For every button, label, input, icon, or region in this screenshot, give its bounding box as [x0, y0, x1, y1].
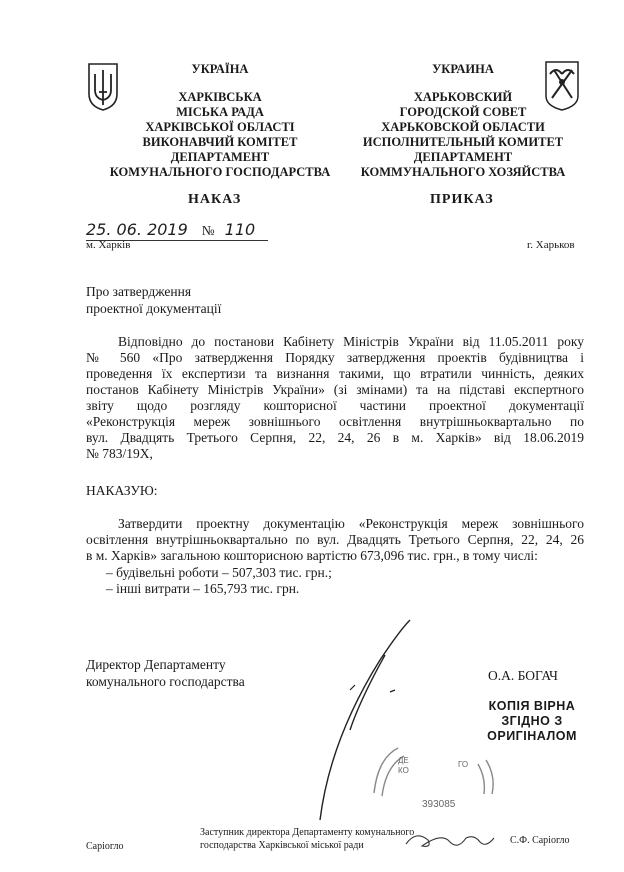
number-label: № [201, 223, 215, 238]
order-title-ua: НАКАЗ [188, 192, 242, 207]
deputy-signature [402, 826, 498, 854]
city-ru: г. Харьков [527, 239, 575, 251]
deputy-position-line: Заступник директора Департаменту комунального [200, 827, 415, 838]
preamble-line: № 560 «Про затвердження Порядку затвердження проектів будівництва і [86, 350, 584, 365]
deputy-position [200, 826, 414, 852]
preamble-line: постанов Кабінету Міністрів України» (зі змінами) та на підставі експертного [86, 382, 584, 397]
decision [86, 516, 584, 564]
order-date: 25. 06. 2019 [86, 220, 188, 239]
header-right-line: КОММУНАЛЬНОГО ХОЗЯЙСТВА [360, 165, 566, 179]
subject [86, 283, 221, 317]
subject-line: проектної документації [86, 301, 222, 316]
preamble-line: Відповідно до постанови Кабінету Міністрів України від 11.05.2011 року [118, 334, 584, 349]
seal-fragment-text-right: ГО [458, 760, 469, 769]
seal-fragment-line: КО [398, 766, 409, 775]
preamble-line: звіту щодо розгляду кошторисної частини проектної документації [86, 398, 584, 413]
deputy-name: С.Ф. Саріогло [510, 835, 570, 846]
subject-line: Про затвердження [86, 284, 192, 299]
header-right [345, 62, 581, 180]
deputy-position-line: господарства Харківської міської ради [200, 840, 364, 851]
header-left-line: ХАРКІВСЬКА [178, 90, 262, 104]
cost-items [106, 565, 332, 597]
city-ua: м. Харків [86, 239, 131, 251]
header-right-line: ХАРЬКОВСКОЙ ОБЛАСТИ [381, 120, 545, 134]
signatory-position [86, 656, 245, 690]
preamble [86, 334, 584, 462]
preamble-line: вул. Двадцять Третього Серпня, 22, 24, 26 в м. Харків» від 18.06.2019 [86, 430, 584, 445]
signatory-position-line: комунального господарства [86, 674, 245, 689]
order-word: НАКАЗУЮ: [86, 483, 158, 498]
seal-code: 393085 [422, 799, 456, 810]
seal-fragment [368, 738, 508, 798]
preamble-line: № 783/19Х, [86, 446, 153, 461]
header-right-line: ХАРЬКОВСКИЙ [413, 90, 513, 104]
header-left-line: МІСЬКА РАДА [176, 105, 264, 119]
copy-stamp-line: ЗГІДНО З [501, 714, 563, 728]
header-left-line: ДЕПАРТАМЕНТ [170, 150, 270, 164]
executor: Саріогло [86, 841, 124, 852]
header-left [100, 62, 340, 180]
order-number: 110 [224, 220, 256, 239]
order-title-ru: ПРИКАЗ [430, 192, 494, 207]
cost-item: – інші витрати – 165,793 тис. грн. [106, 581, 300, 596]
cost-item: – будівельні роботи – 507,303 тис. грн.; [106, 565, 332, 580]
seal-fragment-text [398, 756, 409, 776]
preamble-line: проведення їх експертизи та визнання такими, що втратили чинність, деяких [86, 366, 584, 381]
preamble-line: «Реконструкція мереж зовнішнього освітлення внутрішньоквартально по [86, 414, 584, 429]
seal-fragment-line: ДЕ [398, 756, 409, 765]
header-left-line: КОМУНАЛЬНОГО ГОСПОДАРСТВА [109, 165, 331, 179]
copy-stamp-line: КОПІЯ ВІРНА [488, 699, 576, 713]
decision-line: Затвердити проектну документацію «Реконструкція мереж зовнішнього [118, 516, 584, 531]
decision-line: освітлення внутрішньоквартально по вул. Двадцять Третього Серпня, 22, 24, 26 [86, 532, 584, 547]
signatory-position-line: Директор Департаменту [86, 657, 226, 672]
date-number-line [86, 220, 268, 241]
header-right-line: ДЕПАРТАМЕНТ [413, 150, 513, 164]
header-left-line: ХАРКІВСЬКОЇ ОБЛАСТІ [145, 120, 295, 134]
header-right-line: ГОРОДСКОЙ СОВЕТ [399, 105, 527, 119]
copy-stamp-line: ОРИГІНАЛОМ [487, 729, 577, 743]
header-left-line: ВИКОНАВЧИЙ КОМІТЕТ [142, 135, 298, 149]
header-right-line: ИСПОЛНИТЕЛЬНЫЙ КОМИТЕТ [362, 135, 564, 149]
signatory-name: О.А. БОГАЧ [488, 668, 558, 683]
header-left-country: УКРАЇНА [191, 62, 249, 76]
decision-line: в м. Харків» загальною кошторисною вартістю 673,096 тис. грн., в тому числі: [86, 548, 538, 563]
header-right-country: УКРАИНА [432, 62, 494, 76]
